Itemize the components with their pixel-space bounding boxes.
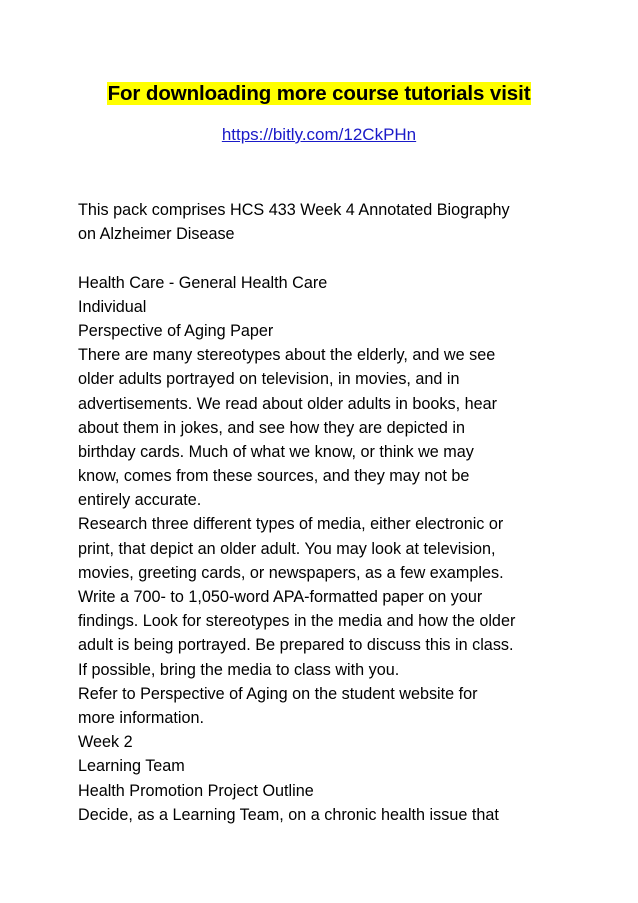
body-line: Decide, as a Learning Team, on a chronic health issue that [78, 805, 499, 824]
body-line: older adults portrayed on television, in movies, and in [78, 370, 460, 389]
tutorial-link[interactable]: https://bitly.com/12CkPHn [221, 125, 417, 144]
body-line: know, comes from these sources, and they may not be [78, 467, 470, 486]
body-line: Refer to Perspective of Aging on the student website for [78, 684, 478, 703]
body-line: movies, greeting cards, or newspapers, as a few examples. [78, 563, 504, 582]
intro-line: This pack comprises HCS 433 Week 4 Annotated Biography [78, 201, 510, 219]
body-line: adult is being portrayed. Be prepared to discuss this in class. [78, 636, 514, 655]
body-line: Perspective of Aging Paper [78, 321, 274, 340]
body-line: Write a 700- to 1,050-word APA-formatted paper on your [78, 588, 483, 606]
body-line: Research three different types of media, either electronic or [78, 515, 504, 534]
intro-line: on Alzheimer Disease [78, 225, 235, 244]
body-line: Learning Team [78, 757, 185, 776]
body-line: Individual [78, 297, 147, 316]
page-title [0, 80, 638, 108]
body-line: If possible, bring the media to class with you. [78, 660, 400, 679]
body-line: about them in jokes, and see how they are depicted in [78, 418, 465, 437]
body-line: print, that depict an older adult. You may look at television, [78, 539, 496, 558]
body-line: Health Care - General Health Care [78, 273, 328, 292]
body-line: entirely accurate. [78, 491, 202, 510]
highlighted-title-text: For downloading more course tutorials visit [107, 82, 531, 105]
document-body [78, 198, 578, 827]
body-line: birthday cards. Much of what we know, or think we may [78, 442, 474, 461]
body-line: advertisements. We read about older adults in books, hear [78, 394, 498, 413]
body-line: There are many stereotypes about the elderly, and we see [78, 346, 496, 365]
body-line: more information. [78, 708, 204, 727]
body-line: Health Promotion Project Outline [78, 781, 314, 800]
body-line: Week 2 [78, 733, 133, 752]
body-line: findings. Look for stereotypes in the media and how the older [78, 612, 516, 631]
paragraph-gap [78, 246, 578, 270]
